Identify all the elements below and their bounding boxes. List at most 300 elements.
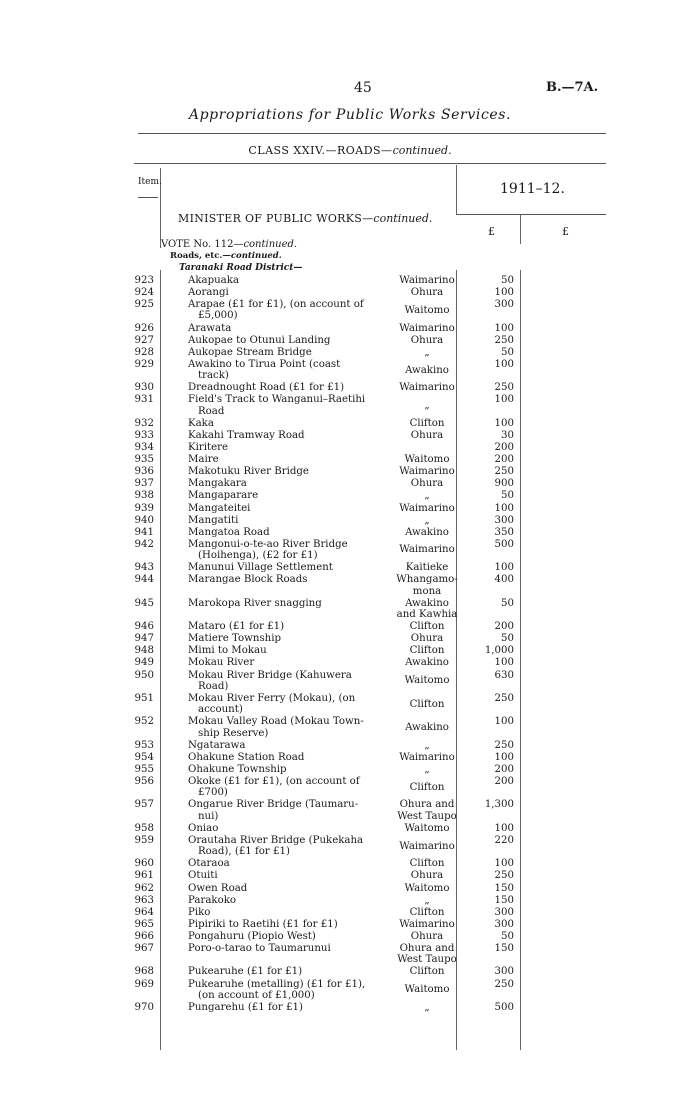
item-description (188, 931, 374, 942)
amount: 300 (494, 966, 514, 978)
item-description-line: Aukopae to Otunui Landing (188, 334, 331, 346)
item-description (188, 858, 374, 869)
item-number: 952 (134, 716, 154, 728)
item-description-line: Okoke (£1 for £1), (on account of (188, 776, 360, 787)
county-name (380, 466, 474, 477)
amount: 50 (501, 490, 514, 502)
item-description (188, 645, 374, 656)
item-description (188, 670, 374, 693)
county-name (380, 400, 474, 411)
item-number: 954 (134, 751, 154, 763)
item-description (188, 515, 374, 526)
item-description-line: Mokau River Ferry (Mokau), (on (188, 692, 356, 704)
item-description (188, 323, 374, 334)
item-description (188, 752, 374, 763)
county-name-line: Awakino (405, 597, 449, 609)
county-name-line: Waitomo (404, 984, 450, 996)
amount: 300 (494, 918, 514, 930)
amount: 100 (494, 358, 514, 370)
item-description (188, 335, 374, 346)
item-description (188, 503, 374, 514)
amount: 150 (494, 882, 514, 894)
item-number: 944 (134, 574, 154, 586)
item-number: 964 (134, 906, 154, 918)
county-name-line: Clifton (409, 417, 445, 429)
amount: 200 (494, 454, 514, 466)
item-description (188, 598, 374, 609)
county-name (380, 870, 474, 881)
county-name (380, 490, 474, 501)
item-description-line: Road) (198, 680, 229, 692)
item-description-line: Pungarehu (£1 for £1) (188, 1001, 303, 1013)
item-description-line: Mangateitei (188, 502, 251, 514)
item-number: 962 (134, 882, 154, 894)
vote-heading-continued: continued. (243, 239, 298, 250)
item-description (188, 776, 374, 799)
county-name (380, 478, 474, 489)
item-description-line: Mangatiti (188, 514, 239, 526)
rows-amount-divider (520, 270, 521, 1050)
county-name (380, 931, 474, 942)
county-name-line: Kaitieke (405, 562, 449, 574)
item-number: 970 (134, 1001, 154, 1013)
table-top-rule (134, 163, 606, 164)
item-description (188, 895, 374, 906)
roads-heading-main: Roads, etc.— (170, 251, 231, 261)
item-description-line: Kiritere (188, 442, 229, 453)
item-description (188, 919, 374, 930)
county-name-line: Clifton (409, 781, 445, 793)
county-name-line: Awakino (405, 364, 449, 376)
amount: 250 (494, 978, 514, 990)
amount: 1,300 (484, 799, 514, 811)
item-description-line: Road (198, 405, 225, 417)
amount-column-divider (520, 214, 521, 244)
county-name-line: Ohura (410, 930, 444, 942)
item-description-line: Field's Track to Wanganui–Raetihi (188, 394, 366, 406)
county-name (380, 621, 474, 632)
item-header-rule (138, 197, 158, 198)
county-name-line: Clifton (409, 966, 445, 978)
amount: 50 (501, 633, 514, 645)
item-description-line: Matiere Township (188, 633, 282, 645)
amount: 100 (494, 394, 514, 406)
county-name (380, 883, 474, 894)
amount: 100 (494, 562, 514, 574)
amount: 100 (494, 502, 514, 514)
county-name-line: Waimarino (399, 322, 455, 334)
item-number: 957 (134, 799, 154, 811)
roads-heading-continued: continued. (230, 251, 282, 261)
county-name-line: Waimarino (399, 466, 455, 478)
amount: 50 (501, 597, 514, 609)
item-number: 947 (134, 633, 154, 645)
item-description-line: Mokau Valley Road (Mokau Town- (188, 716, 364, 728)
year-heading: 1911–12. (500, 181, 565, 197)
amount: 250 (494, 382, 514, 394)
item-description (188, 275, 374, 286)
item-description-line: Road), (£1 for £1) (198, 846, 290, 858)
county-name (380, 764, 474, 775)
item-description-line: Aukopae Stream Bridge (188, 346, 312, 358)
item-number: 958 (134, 822, 154, 834)
county-name-line: and Kawhia (396, 608, 458, 620)
item-description-line: Aorangi (188, 287, 229, 299)
county-name-line: Ohura (410, 334, 444, 346)
amount: 300 (494, 514, 514, 526)
county-name (380, 430, 474, 441)
item-description-line: (Hoihenga), (£2 for £1) (198, 550, 318, 562)
county-name-line: Waitomo (404, 882, 450, 894)
item-column-header: Item. (138, 177, 162, 187)
county-name (380, 574, 474, 597)
item-description-line: nui) (198, 810, 219, 822)
item-description (188, 394, 374, 417)
county-name-line: Waimarino (399, 275, 455, 286)
item-description-line: Mokau River (188, 657, 255, 669)
county-name-line: „ (424, 514, 430, 526)
item-description-line: Pongahuru (Piopio West) (188, 930, 316, 942)
county-name (380, 841, 474, 852)
county-name-line: „ (424, 346, 430, 358)
county-name-line: West Taupo (397, 954, 457, 966)
county-name (380, 503, 474, 514)
item-description (188, 418, 374, 429)
item-description-line: Mataro (£1 for £1) (188, 621, 285, 633)
county-name (380, 347, 474, 358)
county-name (380, 943, 474, 966)
year-header-rule (456, 214, 606, 215)
county-name-line: Ohura and (399, 943, 455, 954)
county-name (380, 287, 474, 298)
county-name-line: Waimarino (399, 751, 455, 763)
item-description-line: Mangatoa Road (188, 526, 270, 538)
item-description-line: Marokopa River snagging (188, 597, 322, 609)
county-name (380, 527, 474, 538)
item-description (188, 764, 374, 775)
item-description-line: Ohakune Township (188, 763, 287, 775)
item-description-line: Awakino to Tirua Point (coast (188, 358, 341, 370)
county-name-line: Clifton (409, 858, 445, 870)
item-description-line: Akapuaka (188, 275, 240, 286)
county-name (380, 895, 474, 906)
county-name (380, 699, 474, 710)
item-description (188, 454, 374, 465)
county-name (380, 275, 474, 286)
item-description-line: Oniao (188, 822, 219, 834)
county-name-line: „ (424, 400, 430, 412)
item-number: 938 (134, 490, 154, 502)
county-name-line: Whangamo- (396, 574, 458, 586)
amount: 220 (494, 834, 514, 846)
county-name-line: West Taupo (397, 810, 457, 822)
item-number: 928 (134, 346, 154, 358)
county-name-line: Awakino (405, 526, 449, 538)
county-name-line: Ohura (410, 478, 444, 490)
county-name (380, 382, 474, 393)
county-name-line: „ (424, 894, 430, 906)
item-description-line: Mimi to Mokau (188, 645, 267, 657)
item-number: 961 (134, 870, 154, 882)
county-name (380, 335, 474, 346)
item-description-line: £700) (198, 787, 228, 799)
item-description (188, 478, 374, 489)
item-description (188, 799, 374, 822)
item-number: 935 (134, 454, 154, 466)
title-rule (138, 133, 606, 134)
item-description (188, 716, 374, 739)
county-name-line: „ (424, 763, 430, 775)
amount: 50 (501, 275, 514, 286)
county-name (380, 418, 474, 429)
item-description-line: track) (198, 370, 229, 382)
item-description (188, 943, 374, 954)
county-name (380, 657, 474, 668)
item-description-line: Pipiriki to Raetihi (£1 for £1) (188, 918, 338, 930)
amount: 100 (494, 322, 514, 334)
document-title: Appropriations for Public Works Services. (188, 107, 512, 123)
item-description-line: Mangaparare (188, 490, 259, 502)
amount: 100 (494, 716, 514, 728)
county-name-line: Waimarino (399, 918, 455, 930)
county-name (380, 823, 474, 834)
item-description-line: Ohakune Station Road (188, 751, 305, 763)
amount: 50 (501, 346, 514, 358)
item-number: 969 (134, 978, 154, 990)
item-number: 930 (134, 382, 154, 394)
county-name (380, 907, 474, 918)
county-name-line: Awakino (405, 657, 449, 669)
amount: 200 (494, 763, 514, 775)
county-name-line: Ohura and (399, 799, 455, 811)
county-name-line: Clifton (409, 906, 445, 918)
item-description-line: Arawata (188, 322, 232, 334)
item-description (188, 883, 374, 894)
item-number: 936 (134, 466, 154, 478)
item-number: 933 (134, 429, 154, 441)
rows-item-divider (160, 270, 161, 1050)
amount: 100 (494, 751, 514, 763)
item-description (188, 740, 374, 751)
amount: 250 (494, 870, 514, 882)
item-description-line: £5,000) (198, 310, 238, 322)
item-description (188, 835, 374, 858)
county-name-line: Waitomo (404, 675, 450, 687)
amount: 150 (494, 943, 514, 954)
item-number: 942 (134, 538, 154, 550)
item-number: 923 (134, 275, 154, 286)
item-description (188, 1002, 374, 1013)
item-number: 968 (134, 966, 154, 978)
item-description (188, 574, 374, 585)
class-heading-continued: continued. (392, 144, 452, 157)
amount: 1,000 (484, 645, 514, 657)
item-description (188, 442, 374, 453)
item-number: 943 (134, 562, 154, 574)
item-number: 939 (134, 502, 154, 514)
county-name (380, 966, 474, 977)
item-number: 949 (134, 657, 154, 669)
item-description-line: Kakahi Tramway Road (188, 429, 305, 441)
item-description-line: Otuiti (188, 870, 218, 882)
county-name (380, 544, 474, 555)
page-number: 45 (354, 80, 372, 96)
item-description-line: Maire (188, 454, 219, 466)
item-description-line: Makotuku River Bridge (188, 466, 309, 478)
county-name-line: Ohura (410, 287, 444, 299)
county-name (380, 740, 474, 751)
item-description (188, 299, 374, 322)
item-description-line: Otaraoa (188, 858, 230, 870)
county-name (380, 454, 474, 465)
item-number: 931 (134, 394, 154, 406)
amount: 500 (494, 538, 514, 550)
county-name-line: Waitomo (404, 454, 450, 466)
county-name-line: Waimarino (399, 382, 455, 394)
county-name (380, 858, 474, 869)
item-description (188, 966, 374, 977)
item-number: 924 (134, 287, 154, 299)
amount: 200 (494, 621, 514, 633)
item-description-line: Pukearuhe (£1 for £1) (188, 966, 303, 978)
county-name-line: Waimarino (399, 502, 455, 514)
amount: 30 (501, 429, 514, 441)
amount: 50 (501, 930, 514, 942)
item-description (188, 287, 374, 298)
item-number: 948 (134, 645, 154, 657)
item-description (188, 527, 374, 538)
roads-heading (170, 251, 282, 261)
amount: 300 (494, 299, 514, 311)
item-description (188, 466, 374, 477)
amount: 630 (494, 669, 514, 681)
item-description-line: Mangonui-o-te-ao River Bridge (188, 538, 348, 550)
county-name-line: Waimarino (399, 840, 455, 852)
item-description-line: Ngatarawa (188, 739, 246, 751)
amount: 250 (494, 466, 514, 478)
item-number: 959 (134, 834, 154, 846)
item-description (188, 657, 374, 668)
county-name-line: „ (424, 1001, 430, 1013)
amount: 100 (494, 657, 514, 669)
item-description-line: (on account of £1,000) (198, 989, 315, 1001)
amount: 200 (494, 442, 514, 453)
county-name (380, 365, 474, 376)
county-name (380, 919, 474, 930)
item-number: 951 (134, 692, 154, 704)
item-description (188, 693, 374, 716)
county-name-line: Waimarino (399, 544, 455, 556)
item-description-line: Dreadnought Road (£1 for £1) (188, 382, 345, 394)
amount: 250 (494, 739, 514, 751)
item-number: 960 (134, 858, 154, 870)
amount: 100 (494, 417, 514, 429)
item-description (188, 539, 374, 562)
item-description (188, 430, 374, 441)
amount: 100 (494, 822, 514, 834)
currency-symbol-2: £ (562, 225, 569, 238)
county-name (380, 305, 474, 316)
county-name-line: mona (412, 585, 442, 597)
item-description-line: Arapae (£1 for £1), (on account of (188, 299, 364, 311)
item-number: 932 (134, 417, 154, 429)
item-description-line: Mangakara (188, 478, 247, 490)
county-name (380, 633, 474, 644)
county-name (380, 323, 474, 334)
item-description-line: ship Reserve) (198, 727, 269, 739)
county-name (380, 799, 474, 822)
item-number: 946 (134, 621, 154, 633)
item-number: 950 (134, 669, 154, 681)
amount: 300 (494, 906, 514, 918)
ministry-heading-main: MINISTER OF PUBLIC WORKS— (178, 212, 374, 225)
amount: 500 (494, 1001, 514, 1013)
amount: 250 (494, 334, 514, 346)
item-number: 934 (134, 442, 154, 453)
county-name-line: Ohura (410, 633, 444, 645)
county-name (380, 782, 474, 793)
ministry-heading-continued: continued. (373, 212, 433, 225)
item-number: 937 (134, 478, 154, 490)
amount: 200 (494, 776, 514, 787)
item-number: 927 (134, 334, 154, 346)
item-number: 929 (134, 358, 154, 370)
vote-heading-main: VOTE No. 112— (161, 239, 244, 250)
item-number: 941 (134, 526, 154, 538)
item-description-line: Manunui Village Settlement (188, 562, 333, 574)
amount: 900 (494, 478, 514, 490)
district-heading: Taranaki Road District— (179, 263, 303, 273)
county-name (380, 752, 474, 763)
county-name-line: „ (424, 739, 430, 751)
item-number: 925 (134, 299, 154, 311)
item-description (188, 562, 374, 573)
item-number: 945 (134, 597, 154, 609)
item-description (188, 359, 374, 382)
item-description-line: Ongarue River Bridge (Taumaru- (188, 799, 359, 811)
county-name (380, 1002, 474, 1013)
county-name-line: Waitomo (404, 304, 450, 316)
item-description (188, 633, 374, 644)
place-column-divider (456, 165, 457, 215)
item-description (188, 907, 374, 918)
amount: 350 (494, 526, 514, 538)
item-description-line: Kaka (188, 417, 214, 429)
county-name-line: Waitomo (404, 822, 450, 834)
county-name (380, 598, 474, 621)
item-number: 956 (134, 776, 154, 787)
item-description (188, 870, 374, 881)
county-name-line: Awakino (405, 721, 449, 733)
county-name-line: Ohura (410, 870, 444, 882)
amount: 100 (494, 287, 514, 299)
item-description (188, 490, 374, 501)
county-name (380, 984, 474, 995)
county-name (380, 645, 474, 656)
county-name-line: Clifton (409, 645, 445, 657)
item-description-line: account) (198, 704, 243, 716)
item-number: 955 (134, 763, 154, 775)
amount: 250 (494, 692, 514, 704)
ministry-heading (178, 212, 432, 225)
item-description-line: Orautaha River Bridge (Pukekaha (188, 834, 364, 846)
item-description (188, 979, 374, 1002)
county-name-line: Clifton (409, 698, 445, 710)
currency-symbol-1: £ (488, 225, 495, 238)
item-number: 926 (134, 322, 154, 334)
item-description (188, 823, 374, 834)
county-name-line: Ohura (410, 429, 444, 441)
